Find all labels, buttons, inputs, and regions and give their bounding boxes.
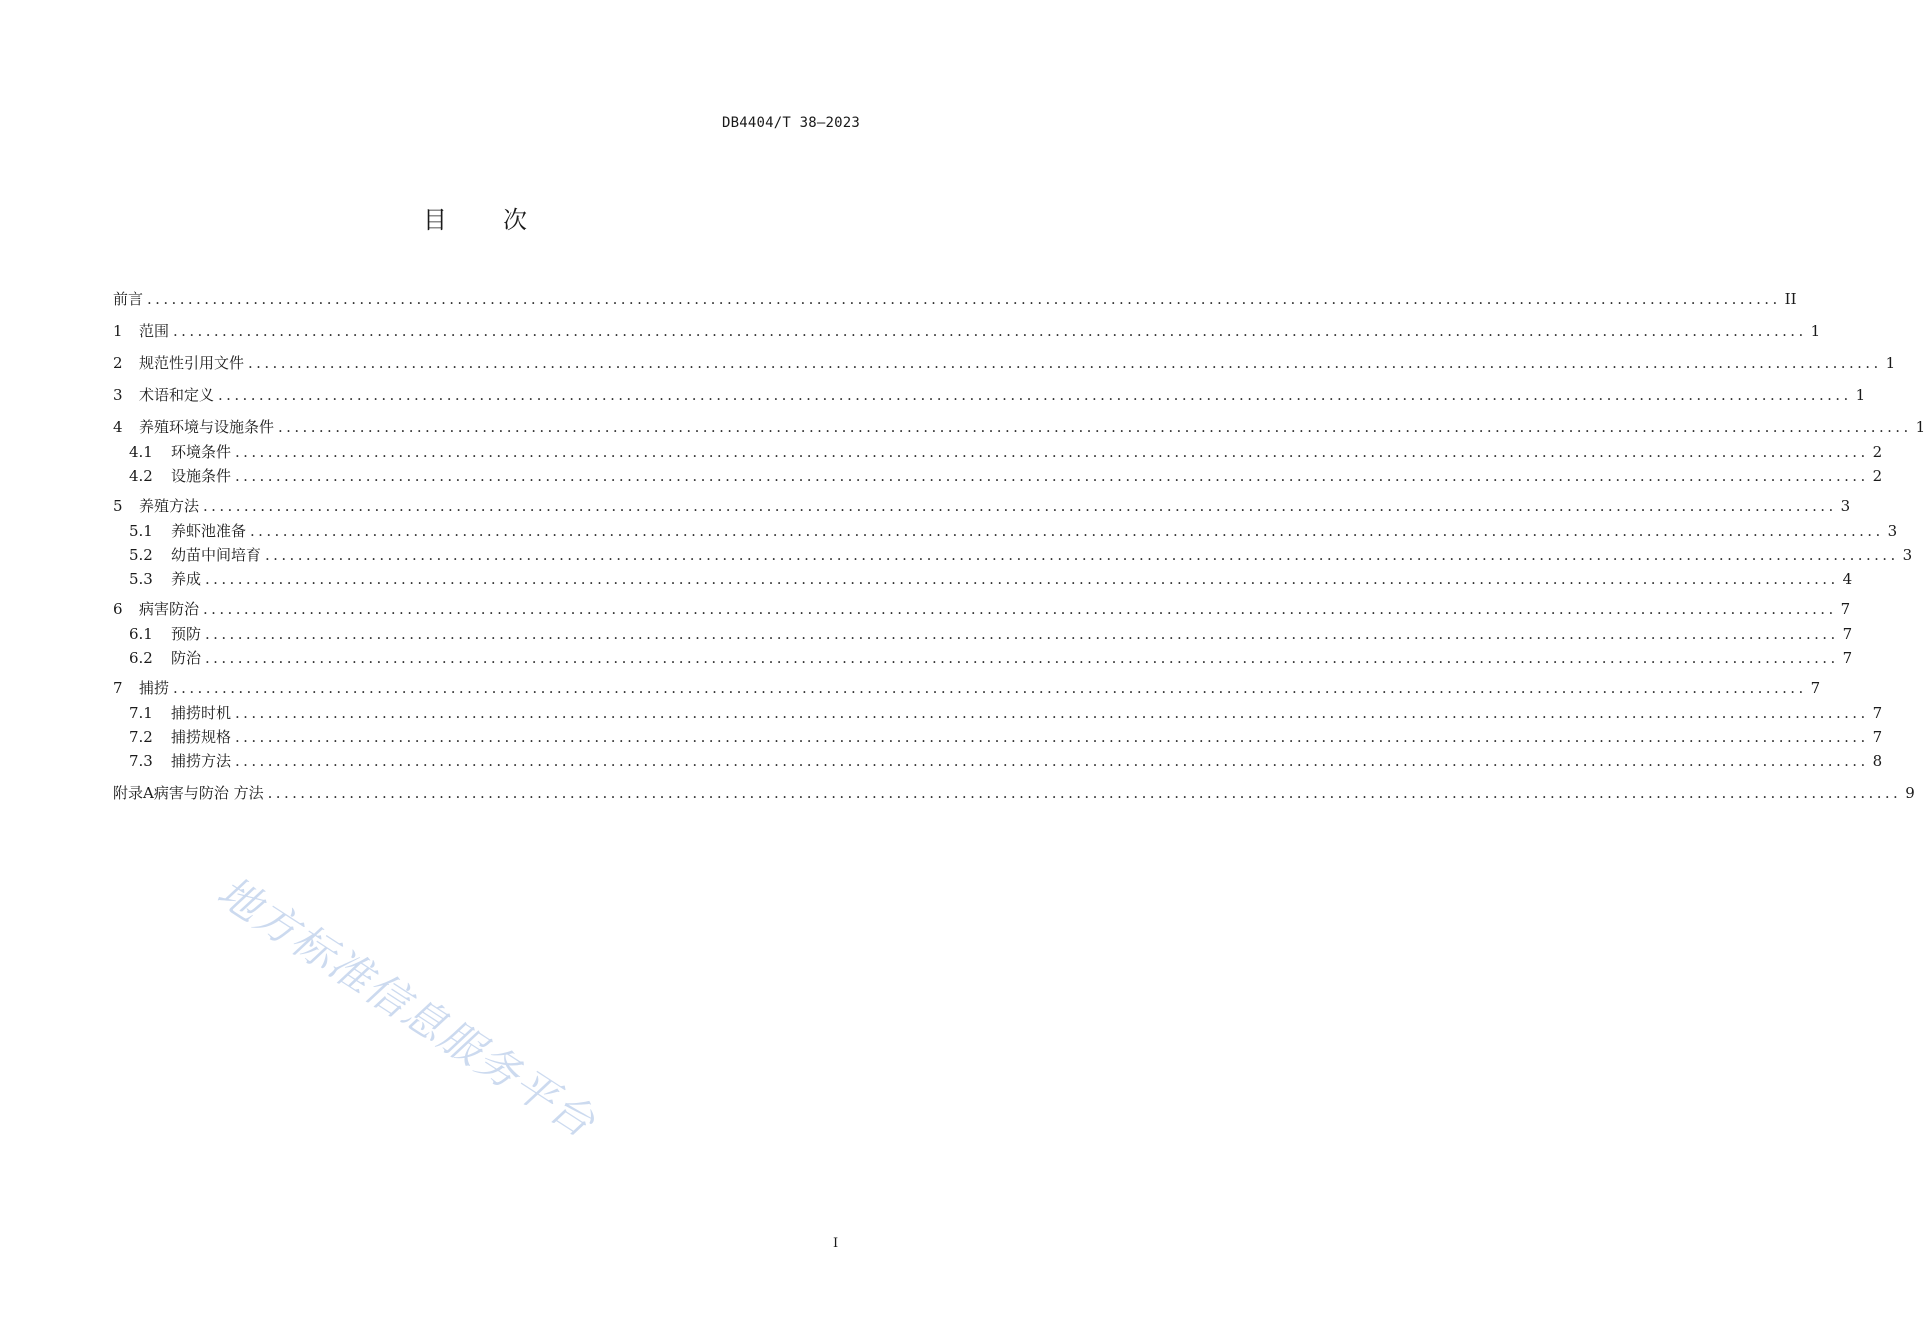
toc-entry-number: 4.2 [129, 467, 153, 485]
page-number: I [833, 1236, 839, 1251]
toc-entry-number: 6.2 [129, 649, 153, 667]
toc-entry-page: 1 [1810, 322, 1821, 340]
toc-entry-number: 7.3 [129, 752, 153, 770]
toc-entry-page: II [1784, 290, 1797, 308]
toc-entry-page: 1 [1885, 354, 1896, 372]
toc-leader-dots: ........................................................................................................................................................................................................ [173, 679, 1807, 697]
toc-leader-dots: ........................................................................................................................................................................................................ [265, 546, 1899, 564]
toc-entry-number: 5.3 [129, 570, 153, 588]
toc-entry[interactable] [129, 750, 1883, 772]
toc-entry-number: 4 [113, 418, 123, 436]
toc-entry[interactable] [129, 568, 1853, 590]
toc-entry-page: 7 [1842, 649, 1853, 667]
toc-leader-dots: ........................................................................................................................................................................................................ [205, 625, 1839, 643]
toc-leader-dots: ........................................................................................................................................................................................................ [173, 322, 1807, 340]
toc-entry-page: 2 [1872, 467, 1883, 485]
toc-entry-label: 规范性引用文件 [139, 354, 245, 372]
toc-entry-page: 3 [1902, 546, 1913, 564]
toc-entry-label: 防治 [171, 649, 202, 667]
toc-entry-page: 1 [1855, 386, 1866, 404]
toc-entry-page: 9 [1905, 784, 1915, 802]
toc-leader-dots: ........................................................................................................................................................................................................ [147, 290, 1781, 308]
toc-entry-label: 设施条件 [171, 467, 232, 485]
toc-entry-page: 1 [1915, 418, 1925, 436]
toc-entry-number: 2 [113, 354, 123, 372]
toc-entry-label: 养成 [171, 570, 202, 588]
toc-entry-number: 5.2 [129, 546, 153, 564]
toc-entry[interactable] [113, 677, 1821, 699]
toc-entry-page: 7 [1872, 728, 1883, 746]
toc-leader-dots: ........................................................................................................................................................................................................ [235, 467, 1869, 485]
toc-entry-number: 7 [113, 679, 123, 697]
toc-leader-dots: ........................................................................................................................................................................................................ [235, 752, 1869, 770]
toc-entry[interactable] [129, 441, 1883, 463]
toc-entry[interactable] [113, 416, 1925, 438]
toc-entry-label: 捕捞规格 [171, 728, 232, 746]
toc-entry[interactable] [113, 320, 1821, 342]
toc-leader-dots: ........................................................................................................................................................................................................ [203, 497, 1837, 515]
toc-entry-number: 7.2 [129, 728, 153, 746]
toc-entry-label: 前言 [113, 290, 144, 308]
toc-entry-label: 术语和定义 [139, 386, 215, 404]
toc-entry-number: 6.1 [129, 625, 153, 643]
toc-entry-number: 1 [113, 322, 123, 340]
toc-leader-dots: ........................................................................................................................................................................................................ [205, 570, 1839, 588]
toc-entry[interactable] [113, 288, 1797, 310]
toc-entry-label: 幼苗中间培育 [171, 546, 262, 564]
toc-entry[interactable] [113, 598, 1851, 620]
toc-entry-page: 7 [1840, 600, 1851, 618]
toc-entry[interactable] [129, 544, 1913, 566]
toc-entry-number: 5.1 [129, 522, 153, 540]
toc-entry-number: 4.1 [129, 443, 153, 461]
toc-leader-dots: ........................................................................................................................................................................................................ [218, 386, 1852, 404]
toc-entry-label: 预防 [171, 625, 202, 643]
toc-entry-page: 2 [1872, 443, 1883, 461]
toc-leader-dots: ........................................................................................................................................................................................................ [267, 784, 1902, 802]
toc-entry-page: 7 [1810, 679, 1821, 697]
toc-entry-label: 捕捞 [139, 679, 170, 697]
watermark: 地方标准信息服务平台 [208, 866, 605, 1148]
toc-entry-page: 4 [1842, 570, 1853, 588]
toc-leader-dots: ........................................................................................................................................................................................................ [203, 600, 1837, 618]
page-title: 目次 [423, 206, 583, 234]
toc-entry-page: 8 [1872, 752, 1883, 770]
toc-entry[interactable] [129, 702, 1883, 724]
toc-entry-page: 7 [1842, 625, 1853, 643]
toc-entry-number: 7.1 [129, 704, 153, 722]
toc-entry-number: 5 [113, 497, 123, 515]
toc-entry-page: 3 [1887, 522, 1898, 540]
toc-entry-label: 捕捞时机 [171, 704, 232, 722]
toc-entry-label: 养虾池准备 [171, 522, 247, 540]
toc-leader-dots: ........................................................................................................................................................................................................ [278, 418, 1912, 436]
toc-entry-label: 附录A病害与防治 方法 [113, 784, 264, 802]
toc-leader-dots: ........................................................................................................................................................................................................ [235, 728, 1869, 746]
toc-entry[interactable] [113, 782, 1915, 804]
toc-entry[interactable] [129, 726, 1883, 748]
toc-entry-label: 范围 [139, 322, 170, 340]
toc-entry-label: 养殖环境与设施条件 [139, 418, 275, 436]
toc-entry[interactable] [129, 465, 1883, 487]
toc-entry-label: 养殖方法 [139, 497, 200, 515]
toc-leader-dots: ........................................................................................................................................................................................................ [248, 354, 1882, 372]
toc-entry-page: 7 [1872, 704, 1883, 722]
toc-entry[interactable] [129, 520, 1898, 542]
toc-entry-number: 6 [113, 600, 123, 618]
toc-entry[interactable] [129, 647, 1853, 669]
toc-entry[interactable] [113, 495, 1851, 517]
toc-leader-dots: ........................................................................................................................................................................................................ [250, 522, 1884, 540]
toc-entry-label: 环境条件 [171, 443, 232, 461]
toc-entry[interactable] [113, 384, 1866, 406]
toc-entry-page: 3 [1840, 497, 1851, 515]
toc-leader-dots: ........................................................................................................................................................................................................ [205, 649, 1839, 667]
toc-entry-label: 捕捞方法 [171, 752, 232, 770]
toc-entry[interactable] [113, 352, 1896, 374]
toc-entry-number: 3 [113, 386, 123, 404]
document-code: DB4404/T 38—2023 [721, 115, 860, 131]
toc-entry-label: 病害防治 [139, 600, 200, 618]
toc-leader-dots: ........................................................................................................................................................................................................ [235, 704, 1869, 722]
toc-leader-dots: ........................................................................................................................................................................................................ [235, 443, 1869, 461]
toc-entry[interactable] [129, 623, 1853, 645]
